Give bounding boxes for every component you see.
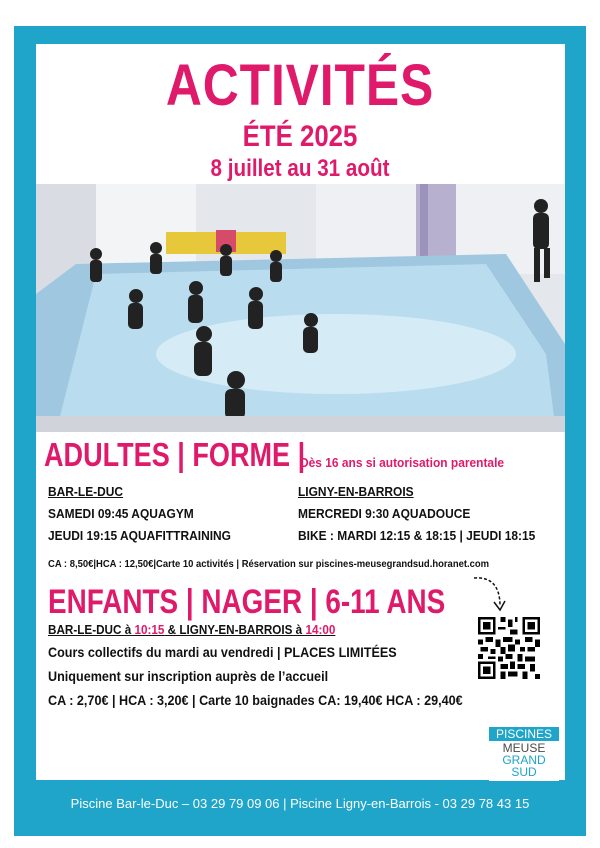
adults-prices: CA : 8,50€|HCA : 12,50€|Carte 10 activités | Réservation sur piscines-meusegrandsud.horanet.com (48, 558, 490, 570)
logo-line-3: GRAND (502, 753, 546, 767)
season-title: ÉTÉ 2025 (242, 120, 358, 153)
logo-line-2: MEUSE (502, 741, 546, 755)
poster-title: ACTIVITÉS (165, 53, 435, 118)
pool-photo (36, 184, 565, 432)
kids-locations (48, 622, 335, 637)
adults-age-note: Dès 16 ans si autorisation parentale (300, 455, 505, 470)
qr-code-icon[interactable] (478, 617, 540, 679)
logo-line-4: SUD (511, 765, 537, 779)
kids-time-a: 10:15 (134, 622, 165, 637)
bar-le-duc-line2: JEUDI 19:15 AQUAFITTRAINING (48, 528, 231, 543)
kids-time-b: 14:00 (305, 622, 336, 637)
date-range: 8 juillet au 31 août (210, 155, 390, 182)
footer-contacts: Piscine Bar-le-Duc – 03 29 79 09 06 | Piscine Ligny-en-Barrois - 03 29 78 43 15 (70, 796, 530, 811)
ligny-label: LIGNY-EN-BARROIS (298, 484, 414, 499)
kids-location-b: & LIGNY-EN-BARROIS à (164, 622, 306, 637)
curved-arrow-icon (470, 572, 510, 616)
ligny-line2: BIKE : MARDI 12:15 & 18:15 | JEUDI 18:15 (298, 528, 536, 543)
kids-line3: Uniquement sur inscription auprès de l’accueil (48, 668, 329, 684)
logo-line-1: PISCINES (489, 727, 559, 741)
bar-le-duc-line1: SAMEDI 09:45 AQUAGYM (48, 506, 194, 521)
kids-line2: Cours collectifs du mardi au vendredi | PLACES LIMITÉES (48, 644, 397, 660)
bar-le-duc-label: BAR-LE-DUC (48, 484, 124, 499)
piscines-logo (489, 723, 559, 781)
kids-line4: CA : 2,70€ | HCA : 3,20€ | Carte 10 baignades CA: 19,40€ HCA : 29,40€ (48, 692, 463, 708)
kids-heading: ENFANTS | NAGER | 6-11 ANS (48, 583, 446, 621)
ligny-line1: MERCREDI 9:30 AQUADOUCE (298, 506, 471, 521)
adults-heading: ADULTES | FORME | (44, 436, 306, 473)
kids-location-a: BAR-LE-DUC à (48, 622, 135, 637)
